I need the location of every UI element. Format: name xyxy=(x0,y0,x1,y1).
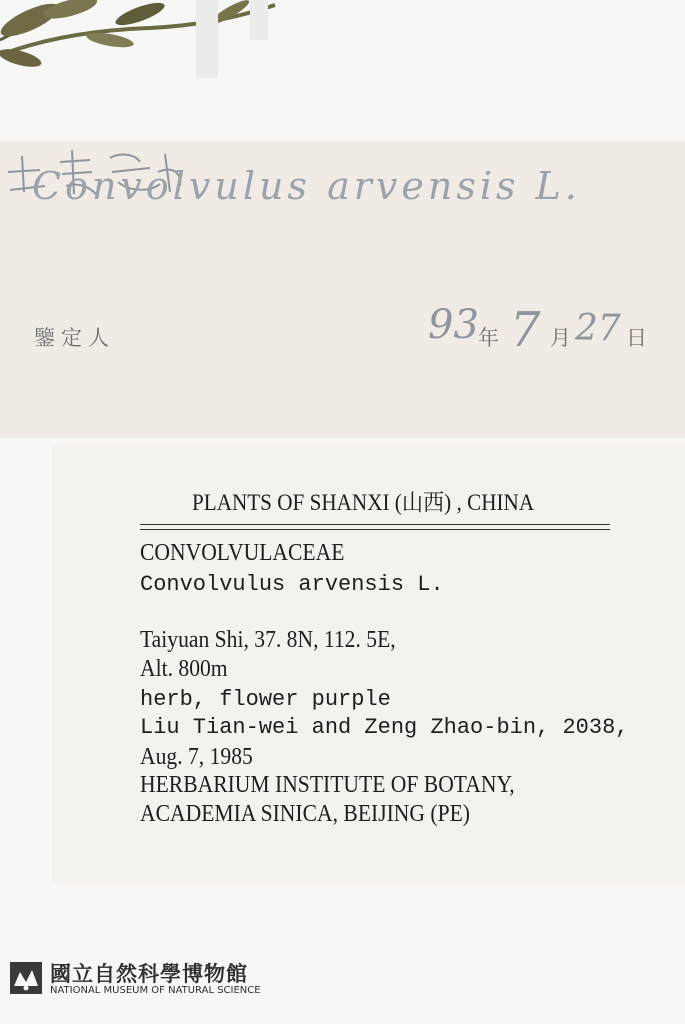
specimen-label xyxy=(52,444,685,884)
label-altitude: Alt. 800m xyxy=(140,656,228,682)
label-institution-line1: HERBARIUM INSTITUTE OF BOTANY, xyxy=(140,772,515,798)
day-char: 日 xyxy=(626,326,647,350)
determination-day-value: 27 xyxy=(575,308,621,349)
nmns-logo-icon xyxy=(10,962,42,994)
museum-name-english: NATIONAL MUSEUM OF NATURAL SCIENCE xyxy=(50,985,261,996)
label-divider xyxy=(140,524,610,530)
determination-slip xyxy=(0,142,685,438)
determination-scientific-name: Convolvulus arvensis L. xyxy=(32,164,581,208)
plant-specimen-fragment xyxy=(0,0,290,80)
label-title: PLANTS OF SHANXI (山西) , CHINA xyxy=(192,490,535,515)
label-locality: Taiyuan Shi, 37. 8N, 112. 5E, xyxy=(140,627,396,653)
label-species: Convolvulus arvensis L. xyxy=(140,572,444,597)
month-char: 月 xyxy=(550,326,571,350)
determination-month-value: 7 xyxy=(510,302,541,358)
label-date: Aug. 7, 1985 xyxy=(140,744,253,770)
determination-year-value: 93 xyxy=(428,302,479,348)
label-habit: herb, flower purple xyxy=(140,687,391,712)
label-family: CONVOLVULACEAE xyxy=(140,540,345,566)
museum-name-chinese: 國立自然科學博物館 xyxy=(50,962,248,986)
determiner-label: 鑒定人 xyxy=(34,326,115,350)
year-char: 年 xyxy=(478,326,499,350)
label-institution-line2: ACADEMIA SINICA, BEIJING (PE) xyxy=(140,801,470,827)
mounting-tape xyxy=(196,0,218,78)
label-collectors: Liu Tian-wei and Zeng Zhao-bin, 2038, xyxy=(140,715,629,740)
